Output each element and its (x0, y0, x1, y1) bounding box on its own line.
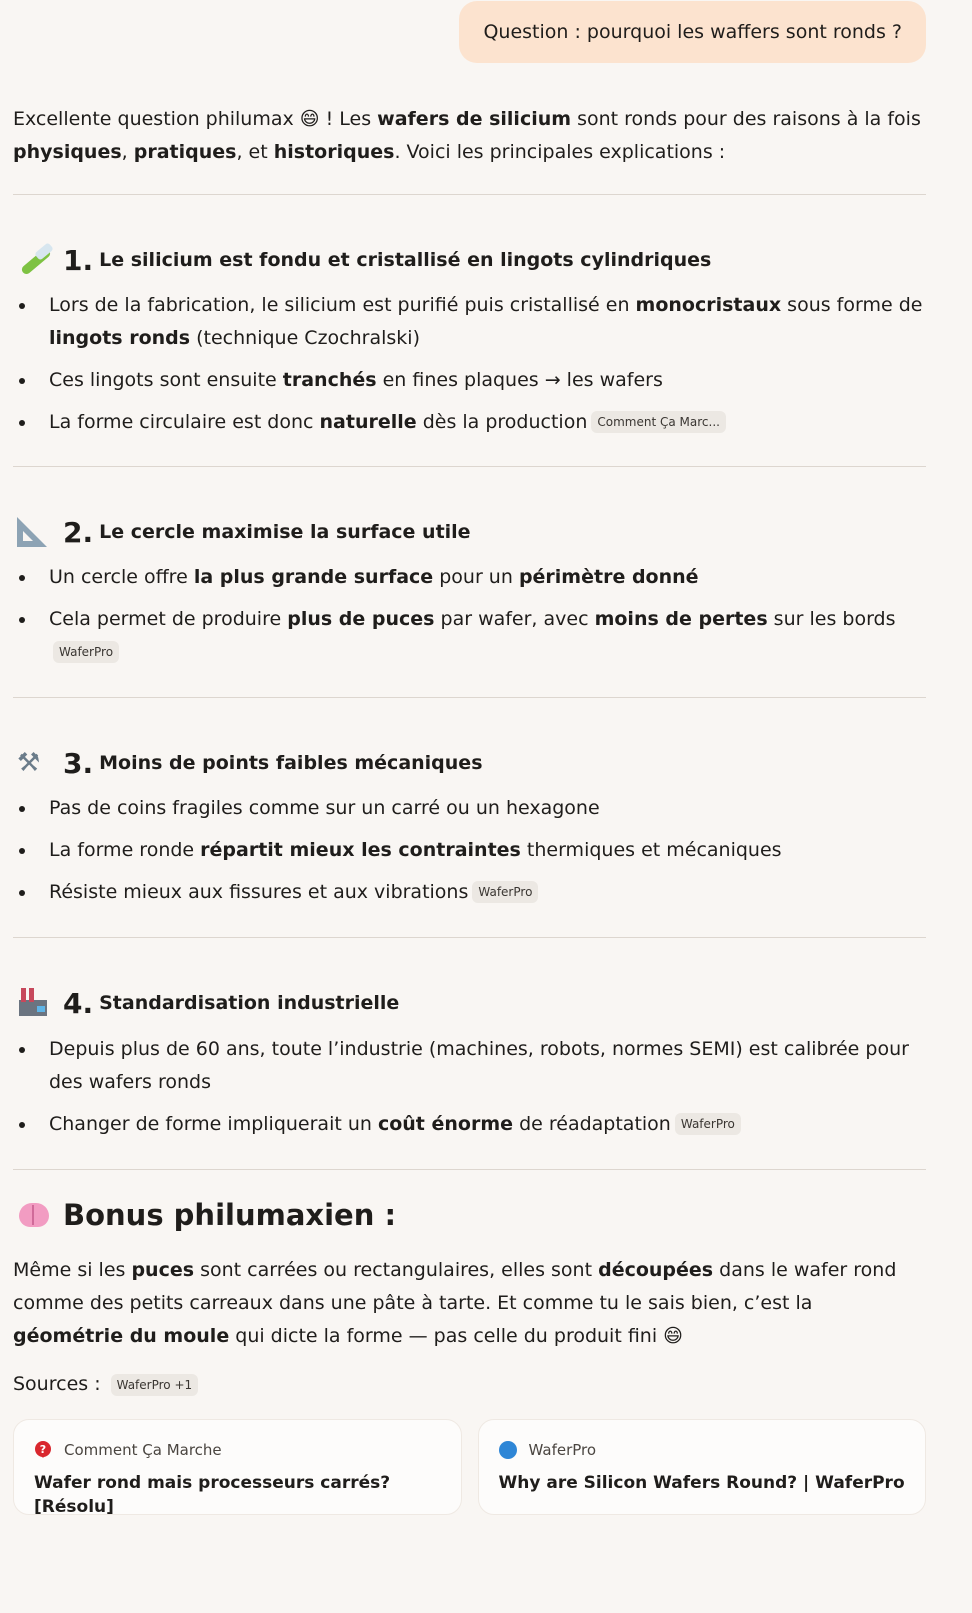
intro-text: . Voici les principales explications : (394, 141, 726, 163)
source-card-comment-ca-marche[interactable] (13, 1419, 462, 1515)
intro-text: , (121, 141, 134, 163)
intro-paragraph (13, 103, 926, 169)
section-3-list (13, 792, 926, 909)
list-item: Cela permet de produire plus de puces par wafer, avec moins de pertes sur les bordsWaferPro (13, 603, 926, 669)
citation-chip[interactable]: WaferPro (53, 641, 119, 663)
list-item: Pas de coins fragiles comme sur un carré ou un hexagone (13, 792, 926, 825)
intro-text: , et (236, 141, 274, 163)
section-number: 1. (63, 243, 94, 277)
citation-chip[interactable]: WaferPro (472, 881, 538, 903)
section-heading-1 (13, 240, 926, 280)
section-number: 2. (63, 515, 94, 549)
sources-line (13, 1368, 926, 1401)
sources-label: Sources : (13, 1373, 101, 1395)
section-number: 4. (63, 986, 94, 1020)
card-source (34, 1438, 441, 1462)
intro-text: sont ronds pour des raisons à la fois (571, 108, 921, 130)
brain-icon (17, 1198, 51, 1232)
divider (13, 194, 926, 195)
card-title: Why are Silicon Wafers Round? | WaferPro (498, 1473, 905, 1493)
source-cards (13, 1419, 926, 1515)
list-item: La forme ronde répartit mieux les contraintes thermiques et mécaniques (13, 834, 926, 867)
section-title: Standardisation industrielle (99, 991, 400, 1014)
citation-chip[interactable]: WaferPro (675, 1113, 741, 1135)
divider (13, 466, 926, 467)
list-item: Depuis plus de 60 ans, toute l’industrie (machines, robots, normes SEMI) est calibrée pour des wafers ronds (13, 1033, 926, 1099)
card-title: Wafer rond mais processeurs carrés? [Résolu] (34, 1473, 391, 1517)
section-1-list (13, 289, 926, 439)
list-item: Ces lingots sont ensuite tranchés en fines plaques → les wafers (13, 364, 926, 397)
divider (13, 1169, 926, 1170)
section-title: Moins de points faibles mécaniques (99, 751, 483, 774)
intro-bold: historiques (273, 141, 395, 163)
divider (13, 937, 926, 938)
card-site-name: Comment Ça Marche (64, 1441, 222, 1459)
list-item: Résiste mieux aux fissures et aux vibrations WaferPro (13, 876, 926, 909)
intro-text: ! Les (319, 108, 378, 130)
grin-emoji: 😄 (299, 108, 320, 130)
bonus-paragraph: Même si les puces sont carrées ou rectangulaires, elles sont découpées dans le wafer rond comme des petits carreaux dans une pâte à tarte. Et comme tu le sais bien, c’est la géométrie du moule qui dicte la forme — pas celle du produit fini 😄 (13, 1259, 897, 1347)
citation-chip[interactable]: Comment Ça Marc... (591, 411, 726, 433)
grin-emoji: 😄 (663, 1325, 683, 1347)
user-message-bubble (459, 1, 926, 63)
section-heading-4 (13, 983, 926, 1023)
bonus-heading (13, 1193, 926, 1237)
card-site-name: WaferPro (528, 1441, 597, 1459)
intro-text: Excellente question philumax (13, 108, 300, 130)
section-2-list (13, 561, 926, 669)
section-4-list (13, 1033, 926, 1141)
test-tube-icon (17, 243, 51, 277)
section-heading-2 (13, 512, 926, 552)
assistant-answer (13, 103, 926, 1515)
factory-icon (17, 986, 51, 1020)
section-number: 3. (63, 746, 94, 780)
triangular-ruler-icon (17, 515, 51, 549)
section-title: Le silicium est fondu et cristallisé en lingots cylindriques (99, 248, 712, 271)
card-source (499, 1438, 906, 1462)
list-item: Un cercle offre la plus grande surface pour un périmètre donné (13, 561, 926, 594)
sources-chip[interactable]: WaferPro +1 (111, 1374, 199, 1396)
list-item: Changer de forme impliquerait un coût énorme de réadaptation WaferPro (13, 1108, 926, 1141)
section-heading-3 (13, 743, 926, 783)
ccm-logo-icon (34, 1441, 52, 1459)
hammer-wrench-icon: ⚒ (17, 748, 41, 778)
waferpro-logo-icon (499, 1441, 517, 1459)
source-card-waferpro[interactable] (478, 1419, 927, 1515)
user-message-text: Question : pourquoi les waffers sont ronds ? (483, 20, 902, 43)
intro-bold: wafers de silicium (377, 108, 572, 130)
intro-bold: pratiques (133, 141, 237, 163)
divider (13, 697, 926, 698)
svg-text:?: ? (39, 1443, 47, 1456)
bonus-title: Bonus philumaxien : (63, 1197, 397, 1232)
list-item: Lors de la fabrication, le silicium est purifié puis cristallisé en monocristaux sous forme de lingots ronds (technique Czochralski) (13, 289, 926, 355)
section-title: Le cercle maximise la surface utile (99, 520, 471, 543)
intro-bold: physiques (13, 141, 122, 163)
list-item: La forme circulaire est donc naturelle dès la production Comment Ça Marc... (13, 406, 926, 439)
